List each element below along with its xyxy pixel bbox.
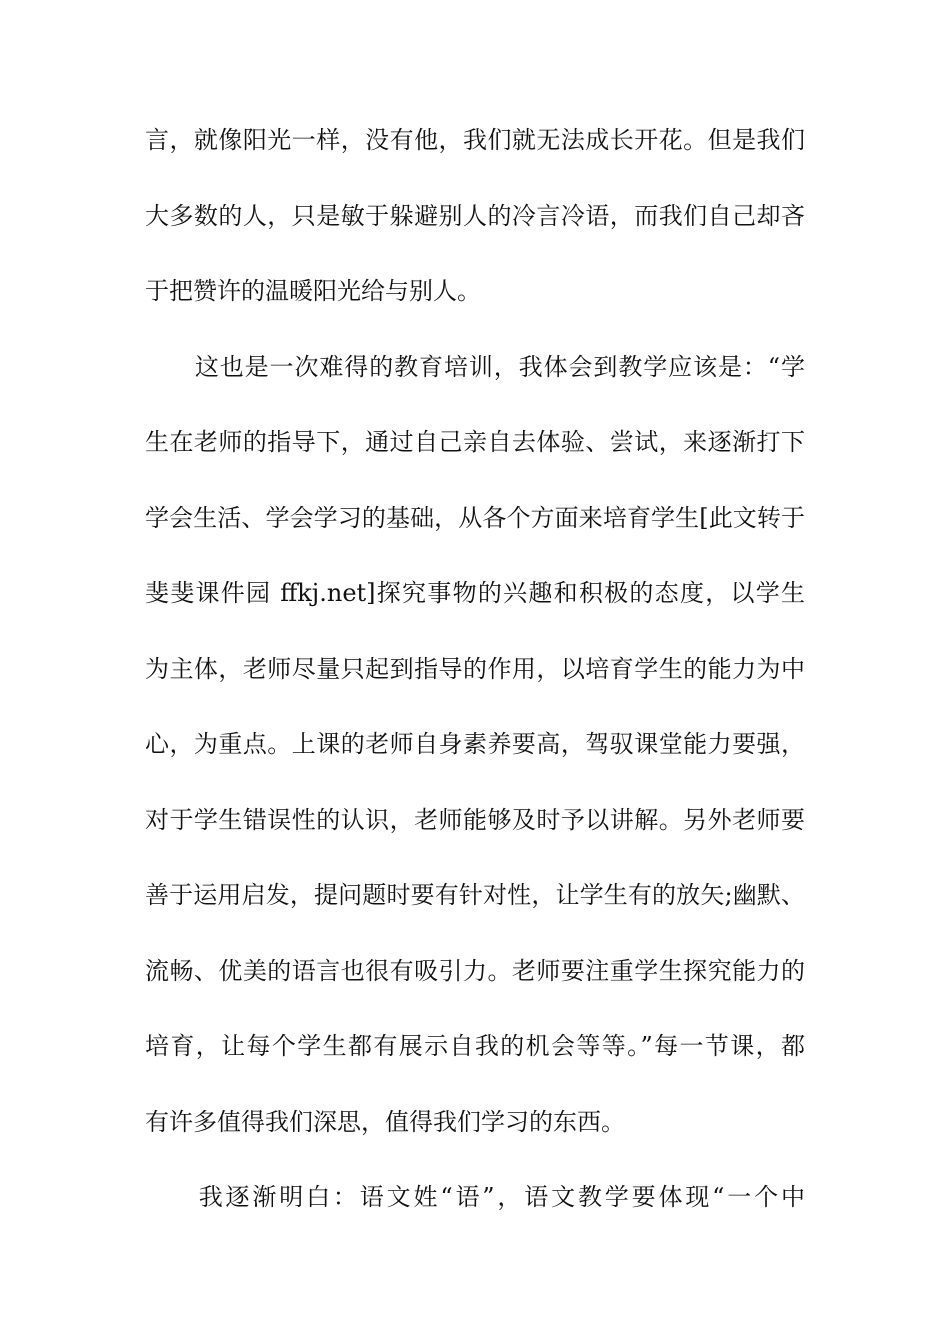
body-text	[145, 126, 805, 1259]
text-line: 学会生活、学会学习的基础，从各个方面来培育学生[此文转于	[145, 503, 805, 532]
text-line: 生在老师的指导下，通过自己亲自去体验、尝试，来逐渐打下	[145, 428, 805, 456]
text-line: 言，就像阳光一样，没有他，我们就无法成长开花。但是我们	[145, 126, 805, 154]
text-line: 于把赞许的温暖阳光给与别人。	[145, 277, 481, 305]
text-line: 有许多值得我们深思，值得我们学习的东西。	[145, 1107, 625, 1136]
text-line: 心，为重点。上课的老师自身素养要高，驾驭课堂能力要强，	[145, 730, 805, 758]
text-line: 善于运用启发，提问题时要有针对性，让学生有的放矢;幽默、	[145, 881, 805, 909]
text-line: 斐斐课件园 ffkj.net]探究事物的兴趣和积极的态度，以学生	[145, 579, 805, 607]
text-line: 大多数的人，只是敏于躲避别人的冷言冷语，而我们自己却吝	[145, 201, 805, 230]
text-line: 这也是一次难得的教育培训，我体会到教学应该是：“学	[145, 352, 805, 381]
text-line: 为主体，老师尽量只起到指导的作用，以培育学生的能力为中	[145, 654, 805, 683]
text-line: 对于学生错误性的认识，老师能够及时予以讲解。另外老师要	[145, 805, 805, 834]
text-line: 流畅、优美的语言也很有吸引力。老师要注重学生探究能力的	[145, 956, 805, 985]
text-line: 我逐渐明白：语文姓“语”，语文教学要体现“一个中	[145, 1183, 805, 1211]
text-line: 培育，让每个学生都有展示自我的机会等等。”每一节课，都	[145, 1032, 805, 1060]
